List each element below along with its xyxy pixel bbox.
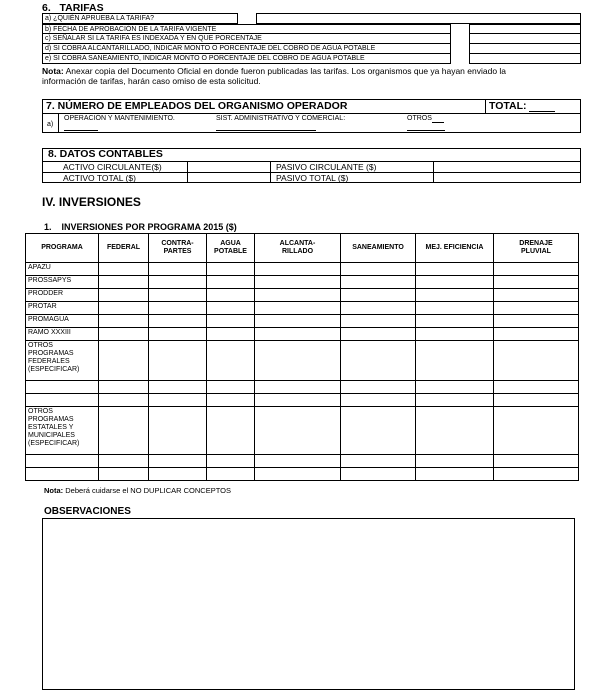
amount-cell[interactable] (99, 455, 149, 468)
amount-cell[interactable] (255, 407, 341, 455)
observaciones-field[interactable] (42, 518, 575, 690)
amount-cell[interactable] (149, 328, 207, 341)
col-header-saneamiento: SANEAMIENTO (341, 234, 416, 263)
amount-cell[interactable] (255, 455, 341, 468)
amount-cell[interactable] (149, 455, 207, 468)
program-name-cell: OTROS PROGRAMAS FEDERALES (ESPECIFICAR) (26, 341, 99, 381)
amount-cell[interactable] (341, 407, 416, 455)
tarifa-label-e: e) SI COBRA SANEAMIENTO, INDICAR MONTO O PORCENTAJE DEL COBRO DE AGUA POTABLE (45, 55, 365, 62)
amount-cell[interactable] (341, 394, 416, 407)
amount-cell[interactable] (416, 302, 494, 315)
amount-cell[interactable] (207, 381, 255, 394)
amount-cell[interactable] (341, 263, 416, 276)
amount-cell[interactable] (149, 407, 207, 455)
program-row-blank (26, 381, 579, 394)
empleados-total-label (489, 100, 555, 112)
inversiones-table (25, 233, 579, 481)
amount-cell[interactable] (255, 381, 341, 394)
amount-cell[interactable] (255, 302, 341, 315)
amount-cell[interactable] (416, 381, 494, 394)
amount-cell[interactable] (207, 407, 255, 455)
pasivo-total-field[interactable] (434, 173, 580, 182)
col-header-alcantarillado: ALCANTA- RILLADO (255, 234, 341, 263)
amount-cell[interactable] (207, 468, 255, 481)
empleados-otros-line (407, 130, 445, 131)
amount-cell[interactable] (255, 263, 341, 276)
amount-cell[interactable] (207, 315, 255, 328)
program-row-otros-estatales (26, 407, 579, 455)
amount-cell[interactable] (341, 341, 416, 381)
program-row (26, 263, 579, 276)
amount-cell[interactable] (416, 289, 494, 302)
program-name-cell (26, 381, 99, 394)
amount-cell[interactable] (207, 289, 255, 302)
program-name-cell: OTROS PROGRAMAS ESTATALES Y MUNICIPALES (ESPECIFICAR) (26, 407, 99, 455)
amount-cell[interactable] (494, 394, 579, 407)
col-header-mej-eficiencia: MEJ. EFICIENCIA (416, 234, 494, 263)
empleados-admin-label: SIST. ADMINISTRATIVO Y COMERCIAL: (216, 115, 346, 122)
amount-cell[interactable] (416, 468, 494, 481)
amount-cell[interactable] (341, 302, 416, 315)
amount-cell[interactable] (416, 455, 494, 468)
amount-cell[interactable] (494, 455, 579, 468)
empleados-otros-blank[interactable] (432, 116, 444, 123)
amount-cell[interactable] (416, 407, 494, 455)
amount-cell[interactable] (494, 328, 579, 341)
amount-cell[interactable] (99, 468, 149, 481)
tarifas-heading: 6. TARIFAS (42, 2, 104, 14)
inversiones-note-label: Nota: (44, 486, 64, 495)
program-row-blank (26, 394, 579, 407)
empleados-heading: 7. NÚMERO DE EMPLEADOS DEL ORGANISMO OPERADOR (46, 100, 348, 112)
empleados-admin-blank[interactable] (216, 130, 316, 131)
amount-cell[interactable] (99, 407, 149, 455)
empleados-operacion-blank[interactable] (64, 130, 98, 131)
tarifa-label-b: b) FECHA DE APROBACIÓN DE LA TARIFA VIGENTE (45, 26, 217, 33)
amount-cell[interactable] (494, 289, 579, 302)
col-header-contrapartes: CONTRA- PARTES (149, 234, 207, 263)
program-row-blank (26, 455, 579, 468)
tarifa-row-a (42, 13, 238, 24)
inversiones-heading: IV. INVERSIONES (42, 195, 141, 209)
amount-cell[interactable] (149, 276, 207, 289)
amount-cell[interactable] (149, 394, 207, 407)
program-name-cell: RAMO XXXIII (26, 328, 99, 341)
amount-cell[interactable] (494, 341, 579, 381)
amount-cell[interactable] (341, 328, 416, 341)
program-row (26, 328, 579, 341)
amount-cell[interactable] (494, 381, 579, 394)
pasivo-circulante-field[interactable] (434, 162, 580, 172)
tarifa-answer-a[interactable] (256, 13, 581, 24)
amount-cell[interactable] (255, 468, 341, 481)
amount-cell[interactable] (416, 328, 494, 341)
inversiones-note (44, 486, 231, 495)
amount-cell[interactable] (99, 381, 149, 394)
amount-cell[interactable] (255, 394, 341, 407)
amount-cell[interactable] (99, 394, 149, 407)
amount-cell[interactable] (494, 302, 579, 315)
activo-circulante-label: ACTIVO CIRCULANTE($) (63, 162, 162, 172)
amount-cell[interactable] (255, 289, 341, 302)
amount-cell[interactable] (416, 315, 494, 328)
empleados-item-letter: a) (47, 121, 54, 128)
amount-cell[interactable] (207, 302, 255, 315)
pasivo-circulante-label: PASIVO CIRCULANTE ($) (276, 162, 377, 172)
amount-cell[interactable] (416, 276, 494, 289)
program-row (26, 289, 579, 302)
amount-cell[interactable] (207, 455, 255, 468)
amount-cell[interactable] (494, 407, 579, 455)
amount-cell[interactable] (99, 302, 149, 315)
col-header-federal: FEDERAL (99, 234, 149, 263)
amount-cell[interactable] (207, 328, 255, 341)
amount-cell[interactable] (341, 276, 416, 289)
amount-cell[interactable] (99, 315, 149, 328)
col-header-programa: PROGRAMA (26, 234, 99, 263)
tarifa-label-c: c) SEÑALAR SI LA TARIFA ES INDEXADA Y EN QUE PORCENTAJE (45, 35, 262, 42)
amount-cell[interactable] (207, 341, 255, 381)
amount-cell[interactable] (341, 315, 416, 328)
amount-cell[interactable] (341, 455, 416, 468)
amount-cell[interactable] (99, 263, 149, 276)
inversiones-header-row (26, 234, 579, 263)
amount-cell[interactable] (207, 394, 255, 407)
amount-cell[interactable] (341, 381, 416, 394)
empleados-total-blank[interactable] (529, 103, 555, 112)
tarifa-answer-e[interactable] (469, 53, 581, 64)
tarifa-row-e (42, 53, 451, 64)
program-name-cell (26, 468, 99, 481)
program-name-cell: APAZU (26, 263, 99, 276)
amount-cell[interactable] (494, 315, 579, 328)
amount-cell[interactable] (149, 341, 207, 381)
amount-cell[interactable] (416, 341, 494, 381)
program-name-cell: PROTAR (26, 302, 99, 315)
amount-cell[interactable] (149, 289, 207, 302)
amount-cell[interactable] (149, 263, 207, 276)
amount-cell[interactable] (149, 468, 207, 481)
activo-total-field[interactable] (188, 173, 269, 182)
program-name-cell: PROSSAPYS (26, 276, 99, 289)
amount-cell[interactable] (255, 328, 341, 341)
program-name-cell (26, 394, 99, 407)
program-name-cell (26, 455, 99, 468)
amount-cell[interactable] (207, 276, 255, 289)
tarifa-label-d: d) SI COBRA ALCANTARILLADO, INDICAR MONTO O PORCENTAJE DEL COBRO DE AGUA POTABLE (45, 45, 376, 52)
program-row (26, 276, 579, 289)
program-row (26, 302, 579, 315)
amount-cell[interactable] (255, 341, 341, 381)
empleados-otros-text: OTROS (407, 115, 432, 122)
amount-cell[interactable] (149, 315, 207, 328)
amount-cell[interactable] (99, 341, 149, 381)
pasivo-total-label: PASIVO TOTAL ($) (276, 173, 349, 183)
inversiones-subheading: 1. INVERSIONES POR PROGRAMA 2015 ($) (44, 222, 237, 232)
amount-cell[interactable] (255, 315, 341, 328)
program-name-cell: PRODDER (26, 289, 99, 302)
tarifas-note-text: Anexar copia del Documento Oficial en donde fueron publicadas las tarifas. Los organismos que ya hayan enviado la (65, 66, 507, 76)
empleados-otros-label (407, 115, 444, 123)
amount-cell[interactable] (99, 276, 149, 289)
amount-cell[interactable] (416, 394, 494, 407)
amount-cell[interactable] (99, 289, 149, 302)
tarifas-note-label: Nota: (42, 66, 64, 76)
amount-cell[interactable] (149, 381, 207, 394)
program-row-otros-federales (26, 341, 579, 381)
tarifas-note (42, 66, 582, 86)
amount-cell[interactable] (99, 328, 149, 341)
empleados-total-text: TOTAL: (489, 100, 527, 112)
activo-total-label: ACTIVO TOTAL ($) (63, 173, 136, 183)
program-row-blank (26, 468, 579, 481)
amount-cell[interactable] (494, 276, 579, 289)
amount-cell[interactable] (207, 263, 255, 276)
amount-cell[interactable] (255, 276, 341, 289)
amount-cell[interactable] (494, 263, 579, 276)
activo-circulante-field[interactable] (188, 162, 269, 172)
amount-cell[interactable] (494, 468, 579, 481)
tarifa-label-a: a) ¿QUIÉN APRUEBA LA TARIFA? (45, 15, 155, 22)
amount-cell[interactable] (341, 289, 416, 302)
amount-cell[interactable] (416, 263, 494, 276)
program-name-cell: PROMAGUA (26, 315, 99, 328)
empleados-operacion-label: OPERACIÓN Y MANTENIMIENTO. (64, 115, 175, 122)
col-header-agua-potable: AGUA POTABLE (207, 234, 255, 263)
amount-cell[interactable] (341, 468, 416, 481)
tarifas-note-text2: información de tarifas, harán caso omiso de esta solicitud. (42, 76, 261, 86)
program-row (26, 315, 579, 328)
contables-heading: 8. DATOS CONTABLES (48, 148, 163, 160)
col-header-drenaje-pluvial: DRENAJE PLUVIAL (494, 234, 579, 263)
amount-cell[interactable] (149, 302, 207, 315)
observaciones-heading: OBSERVACIONES (44, 506, 131, 517)
inversiones-note-text: Deberá cuidarse el NO DUPLICAR CONCEPTOS (65, 486, 232, 495)
